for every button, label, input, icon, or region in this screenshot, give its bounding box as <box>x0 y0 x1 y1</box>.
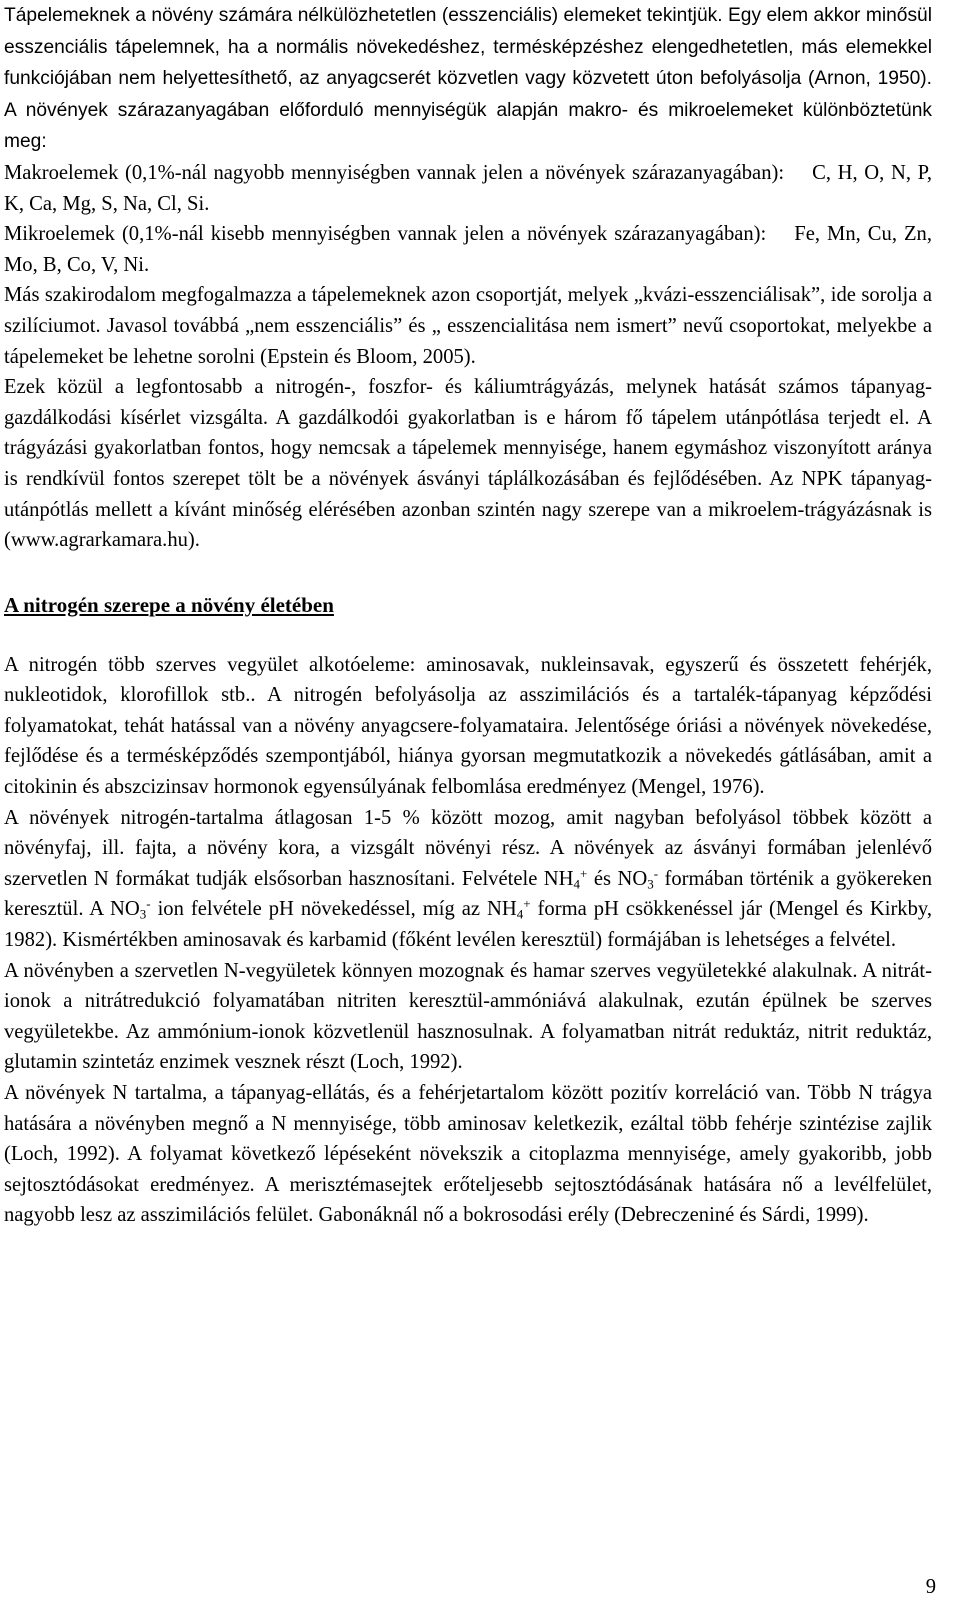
superscript: + <box>523 896 531 912</box>
paragraph-quasi-essential: Más szakirodalom megfogalmazza a tápelemeknek azon csoportját, melyek „kvázi-esszenciálisak”, ide sorolja a szilíciumot. Javasol továbbá „nem esszenciális” és „ esszencialitása nem ismert” nevű csoportokat, melyekbe a tápelemeket be lehetne sorolni (Epstein és Bloom, 2005). <box>4 284 932 368</box>
superscript: + <box>580 865 588 881</box>
page-number: 9 <box>925 1576 936 1598</box>
superscript: - <box>653 865 659 881</box>
paragraph-essential-elements-part2: A növények szárazanyagában előforduló mennyiségük alapján makro- és mikroelemeket különböztetünk meg: <box>4 99 932 153</box>
subscript: 4 <box>516 906 524 922</box>
nitrogen-uptake-text-2: és NO <box>587 867 648 890</box>
document-body <box>4 0 932 1231</box>
paragraph-nitrogen-compounds: A növényben a szervetlen N-vegyületek könnyen mozognak és hamar szerves vegyületekké alakulnak. A nitrát-ionok a nitrátredukció folyamatában nitriten keresztül-ammóniává alakulnak, ezután épülnek be szerves vegyületekbe. Az ammónium-ionok közvetlenül hasznosulnak. A folyamatban nitrát reduktáz, nitrit reduktáz, glutamin szintetáz enzimek vesznek részt (Loch, 1992). <box>4 959 932 1074</box>
paragraph-protein-correlation: A növények N tartalma, a tápanyag-ellátás, és a fehérjetartalom között pozitív korreláció van. Több N trágya hatására a növényben megnő a N mennyisége, több aminosav keletkezik, ezáltal több fehérje szintézise zajlik (Loch, 1992). A folyamat következő lépéseként növekszik a citoplazma mennyisége, amely gyakoribb, jobb sejtosztódásokat eredményez. A merisztémasejtek erőteljesebb sejtosztódásának hatására nő a levélfelület, nagyobb lesz az asszimilációs felület. Gabonáknál nő a bokrosodási erély (Debreczeniné és Sárdi, 1999). <box>4 1082 932 1227</box>
microelements-list: Fe, Mn, Cu, Zn, Mo, B, Co, V, Ni. <box>4 223 932 276</box>
nitrogen-uptake-text-1: A növények nitrogén-tartalma átlagosan 1-5 % között mozog, amit nagyban befolyásol többek között a növényfaj, ill. fajta, a növény kora, a vizsgált növényi rész. A növények az ásványi formában jelenlévő szervetlen N formákat tudják elsősorban hasznosítani. Felvétele NH <box>4 806 932 890</box>
section-heading: A nitrogén szerepe a növény életében <box>4 592 334 617</box>
nitrogen-uptake-text-5: forma pH csökkenéssel jár (Mengel és Kirkby, 1982). Kismértékben aminosavak és karbamid (főként levélen keresztül) formájában is lehetséges a felvétel. <box>4 898 933 952</box>
macroelements-definition <box>4 158 932 219</box>
paragraph-essential-elements-part1: Tápelemeknek a növény számára nélkülözhetetlen (esszenciális) elemeket tekintjük. Egy elem akkor minősül esszenciális tápelemnek, ha a normális növekedéshez, termésképzéshez elengedhetetlen, más elemekkel funkciójában nem helyettesíthető, az anyagcserét közvetlen vagy közvetett úton befolyásolja (Arnon, 1950). <box>4 5 932 90</box>
subscript: 4 <box>573 876 581 892</box>
paragraph-essential-elements <box>4 0 932 158</box>
paragraph-nitrogen-role: A nitrogén több szerves vegyület alkotóeleme: aminosavak, nukleinsavak, egyszerű és összetett fehérjék, nukleotidok, klorofillok stb.. A nitrogén befolyásolja az asszimilációs és a tartalék-tápanyag képződési folyamatokat, tehát hatással van a növény anyagcsere-folyamataira. Jelentősége óriási a növények növekedése, fejlődése és a termésképződés szempontjából, hiánya gyorsan megmutatkozik a növekedés gátlásában, amit a citokinin és abszcizinsav hormonok egyensúlyának felbomlása eredményez (Mengel, 1976). <box>4 653 932 799</box>
paragraph-nitrogen-uptake <box>4 803 932 956</box>
microelements-definition <box>4 219 932 280</box>
nitrogen-uptake-text-4: ion felvétele pH növekedéssel, míg az NH <box>150 898 517 921</box>
paragraph-npk-fertilization: Ezek közül a legfontosabb a nitrogén-, foszfor- és káliumtrágyázás, melynek hatását számos tápanyag-gazdálkodási kísérlet vizsgálta. A gazdálkodói gyakorlatban is e három fő tápelem utánpótlása terjedt el. A trágyázási gyakorlatban fontos, hogy nemcsak a tápelemek mennyisége, hanem egymáshoz viszonyított aránya is rendkívül fontos szerepet tölt be a növények ásványi táplálkozásában és fejlődésében. Az NPK tápanyag-utánpótlás mellett a kívánt minőség elérésében azonban szintén nagy szerepe van a mikroelem-trágyázásnak is (www.agrarkamara.hu). <box>4 376 932 552</box>
macroelements-intro: Makroelemek (0,1%-nál nagyobb mennyiségben vannak jelen a növények szárazanyagában): <box>4 161 785 184</box>
superscript: - <box>146 896 151 912</box>
nitrogen-uptake-text-3: formában történik a gyökereken keresztül. A NO <box>4 867 932 921</box>
microelements-intro: Mikroelemek (0,1%-nál kisebb mennyiségben vannak jelen a növények szárazanyagában): <box>4 223 767 246</box>
subscript: 3 <box>647 876 654 892</box>
subscript: 3 <box>139 906 147 922</box>
macroelements-list: C, H, O, N, P, K, Ca, Mg, S, Na, Cl, Si. <box>4 161 932 215</box>
